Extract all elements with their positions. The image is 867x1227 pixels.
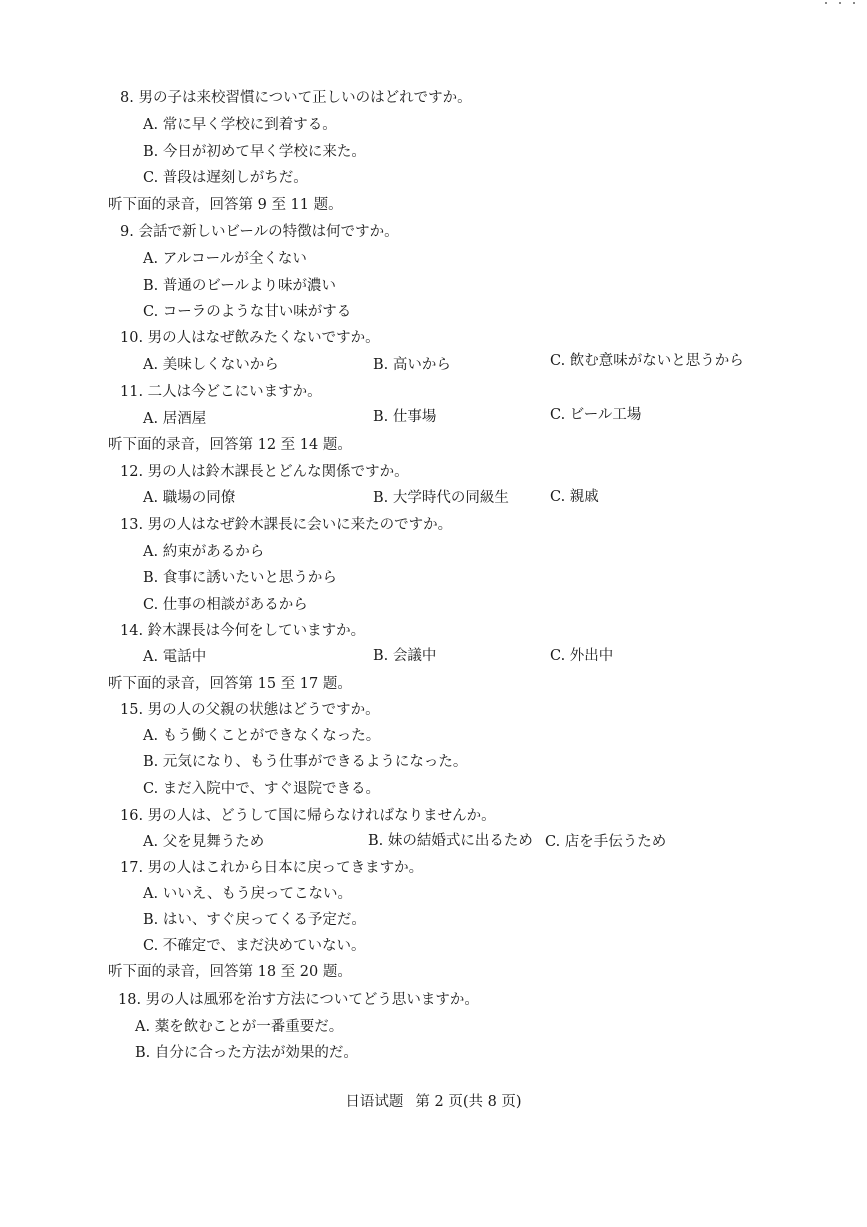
question-16: 16. 男の人は、どうして国に帰らなければなりませんか。	[120, 808, 496, 824]
option-9b: B. 普通のビールより味が濃い	[143, 278, 337, 294]
question-9: 9. 会話で新しいビールの特徴は何ですか。	[120, 224, 399, 240]
option-17b: B. はい、すぐ戻ってくる予定だ。	[143, 912, 366, 928]
scan-edge-mark	[807, 0, 867, 8]
question-11: 11. 二人は今どこにいますか。	[120, 384, 322, 400]
option-11c: C. ビール工場	[550, 407, 642, 423]
option-16c: C. 店を手伝うため	[545, 834, 667, 850]
option-9c: C. コーラのような甘い味がする	[143, 304, 352, 320]
question-18: 18. 男の人は風邪を治す方法についてどう思いますか。	[118, 992, 479, 1008]
page-footer	[0, 1092, 867, 1112]
question-12: 12. 男の人は鈴木課長とどんな関係ですか。	[120, 464, 409, 480]
option-13c: C. 仕事の相談があるから	[143, 597, 308, 613]
option-10c: C. 飲む意味がないと思うから	[550, 353, 744, 369]
option-8a: A. 常に早く学校に到着する。	[143, 117, 337, 133]
question-8: 8. 男の子は来校習慣について正しいのはどれですか。	[120, 90, 472, 106]
option-15c: C. まだ入院中で、すぐ退院できる。	[143, 781, 381, 797]
option-8b: B. 今日が初めて早く学校に来た。	[143, 144, 366, 160]
option-12c: C. 親戚	[550, 489, 599, 505]
question-13: 13. 男の人はなぜ鈴木課長に会いに来たのですか。	[120, 517, 453, 533]
option-13a: A. 約束があるから	[143, 544, 265, 560]
option-17c: C. 不確定で、まだ決めていない。	[143, 938, 366, 954]
option-17a: A. いいえ、もう戻ってこない。	[143, 886, 353, 902]
footer-page-number: 第 2 页(共 8 页)	[415, 1094, 522, 1110]
option-14b: B. 会議中	[373, 648, 437, 664]
option-10b: B. 高いから	[373, 357, 451, 373]
question-15: 15. 男の人の父親の状態はどうですか。	[120, 702, 380, 718]
option-18b: B. 自分に合った方法が効果的だ。	[135, 1045, 358, 1061]
section-instruction-12-14: 听下面的录音，回答第 12 至 14 题。	[108, 437, 352, 453]
footer-subject: 日语试题	[345, 1094, 404, 1110]
option-15a: A. もう働くことができなくなった。	[143, 728, 381, 744]
option-15b: B. 元気になり、もう仕事ができるようになった。	[143, 754, 468, 770]
option-9a: A. アルコールが全くない	[143, 251, 307, 267]
option-8c: C. 普段は遅刻しがちだ。	[143, 170, 308, 186]
question-17: 17. 男の人はこれから日本に戻ってきますか。	[120, 860, 424, 876]
option-13b: B. 食事に誘いたいと思うから	[143, 570, 337, 586]
question-10: 10. 男の人はなぜ飲みたくないですか。	[120, 330, 380, 346]
section-instruction-18-20: 听下面的录音，回答第 18 至 20 题。	[108, 964, 352, 980]
option-16b: B. 妹の結婚式に出るため	[368, 833, 533, 849]
section-instruction-9-11: 听下面的录音，回答第 9 至 11 题。	[108, 197, 343, 213]
option-14a: A. 電話中	[143, 649, 207, 665]
option-18a: A. 薬を飲むことが一番重要だ。	[135, 1019, 344, 1035]
option-12a: A. 職場の同僚	[143, 490, 236, 506]
option-12b: B. 大学時代の同級生	[373, 490, 509, 506]
option-11b: B. 仕事場	[373, 409, 437, 425]
option-11a: A. 居酒屋	[143, 411, 207, 427]
option-14c: C. 外出中	[550, 648, 614, 664]
option-16a: A. 父を見舞うため	[143, 834, 265, 850]
section-instruction-15-17: 听下面的录音，回答第 15 至 17 题。	[108, 676, 352, 692]
question-14: 14. 鈴木課長は今何をしていますか。	[120, 623, 366, 639]
option-10a: A. 美味しくないから	[143, 357, 279, 373]
